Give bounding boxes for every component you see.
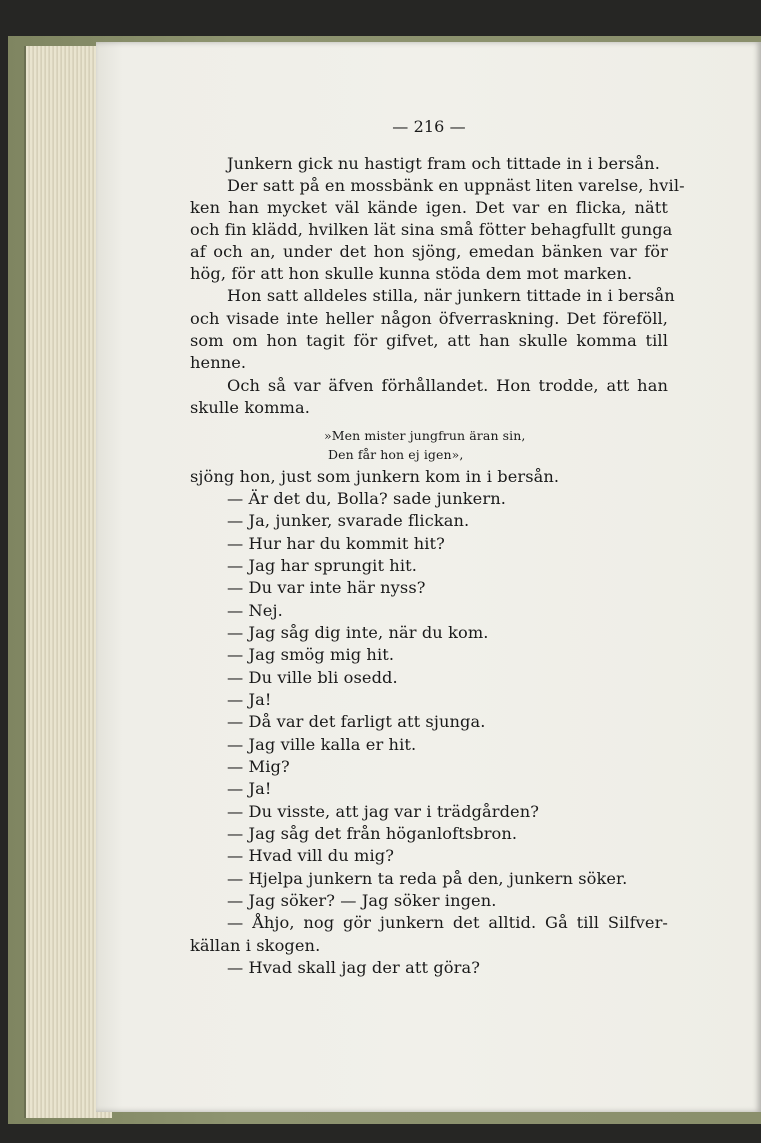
text-line: Junkern gick nu hastigt fram och tittade in i bersån. [227,154,660,173]
text-line: sjöng hon, just som junkern kom in i bersån. [190,467,560,486]
dialogue-line: — Är det du, Bolla? sade junkern. [227,489,506,508]
page-number: — 216 — [392,117,466,136]
dialogue-line: — Jag ville kalla er hit. [227,735,417,754]
text-line: af och an, under det hon sjöng, emedan bänken var för [190,242,668,261]
dialogue-line: — Mig? [227,757,290,776]
dialogue-line: — Du var inte här nyss? [227,578,426,597]
text-line: som om hon tagit för gifvet, att han skulle komma till [190,331,668,350]
text-line: Hon satt alldeles stilla, när junkern tittade in i bersån [227,286,675,305]
dialogue-line: — Jag såg dig inte, när du kom. [227,623,489,642]
dialogue-line: — Jag har sprungit hit. [227,556,417,575]
text-line: hög, för att hon skulle kunna stöda dem mot marken. [190,264,633,283]
verse-line: Den får hon ej igen», [328,447,464,462]
text-line: skulle komma. [190,398,310,417]
text-line: Der satt på en mossbänk en uppnäst liten varelse, hvil- [227,176,685,195]
dialogue-line: — Jag smög mig hit. [227,645,395,664]
dialogue-line: — Jag såg det från höganloftsbron. [227,824,518,843]
dialogue-line: — Hvad skall jag der att göra? [227,958,481,977]
dialogue-line: — Du ville bli osedd. [227,668,398,687]
dialogue-line: — Du visste, att jag var i trädgården? [227,802,540,821]
dialogue-line: — Då var det farligt att sjunga. [227,712,486,731]
dialogue-line: — Åhjo, nog gör junkern det alltid. Gå till Silfver- [227,913,668,932]
dialogue-line: — Hvad vill du mig? [227,846,394,865]
dialogue-line: — Ja! [227,779,272,798]
text-line: och fin klädd, hvilken lät sina små fötter behagfullt gunga [190,220,673,239]
dialogue-line: källan i skogen. [190,936,321,955]
dialogue-line: — Hur har du kommit hit? [227,534,445,553]
text-line: Och så var äfven förhållandet. Hon trodde, att han [227,376,668,395]
verse-line: »Men mister jungfrun äran sin, [324,428,526,443]
dialogue-line: — Ja, junker, svarade flickan. [227,511,470,530]
text-line: ken han mycket väl kände igen. Det var en flicka, nätt [190,198,668,217]
dialogue-line: — Hjelpa junkern ta reda på den, junkern söker. [227,869,628,888]
dialogue-line: — Ja! [227,690,272,709]
dialogue-line: — Nej. [227,601,283,620]
text-line: henne. [190,353,247,372]
book-page [96,42,761,1112]
text-line: och visade inte heller någon öfverraskning. Det föreföll, [190,309,668,328]
dialogue-line: — Jag söker? — Jag söker ingen. [227,891,497,910]
